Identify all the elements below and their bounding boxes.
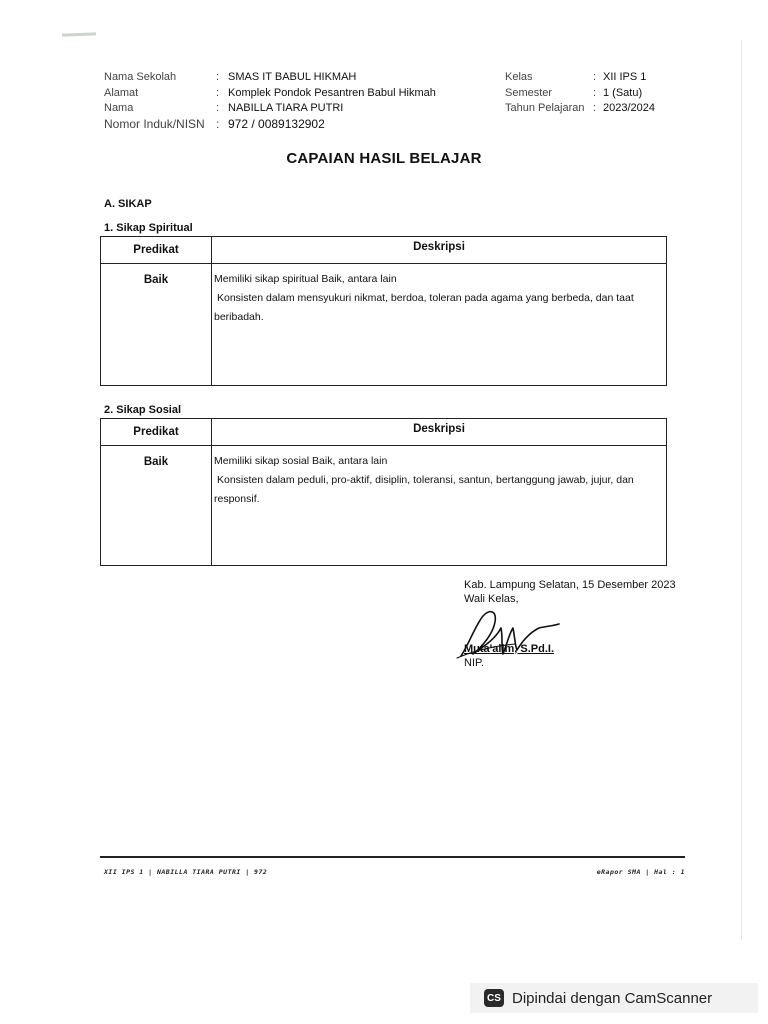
- predikat-value: Baik: [101, 446, 212, 566]
- footer-right: eRapor SMA | Hal : 1: [596, 868, 685, 876]
- info-row-class: [505, 70, 655, 86]
- document-title: CAPAIAN HASIL BELAJAR: [286, 150, 482, 167]
- signer-name: Muta'alim, S.Pd.I.: [464, 643, 555, 655]
- info-row-name: [104, 101, 436, 117]
- page-edge: [741, 40, 742, 940]
- deskripsi-header: Deskripsi: [413, 241, 465, 253]
- year-value: 2023/2024: [603, 102, 655, 114]
- desc-line: Memiliki sikap sosial Baik, antara lain: [214, 455, 388, 467]
- separator: :: [216, 116, 220, 131]
- class-value: XII IPS 1: [603, 71, 647, 83]
- separator: :: [593, 86, 597, 99]
- deskripsi-value: [212, 264, 666, 386]
- separator: :: [216, 102, 220, 114]
- name-label: Nama: [104, 102, 134, 114]
- desc-line: Memiliki sikap spiritual Baik, antara lain: [214, 273, 397, 285]
- info-row-address: [104, 86, 436, 102]
- camscanner-logo-icon: CS: [484, 989, 504, 1007]
- semester-value: 1 (Satu): [603, 86, 643, 99]
- class-info: [505, 70, 655, 117]
- predikat-value: Baik: [101, 264, 212, 386]
- section-a-title: A. SIKAP: [104, 198, 152, 210]
- separator: :: [216, 71, 220, 83]
- deskripsi-header: Deskripsi: [413, 423, 465, 435]
- separator: :: [216, 86, 220, 99]
- nisn-value: 972 / 0089132902: [228, 116, 325, 131]
- class-label: Kelas: [505, 71, 533, 83]
- footer-left: XII IPS 1 | NABILLA TIARA PUTRI | 972: [104, 868, 268, 876]
- signer-role: Wali Kelas,: [464, 593, 519, 605]
- table-header: [101, 419, 666, 446]
- school-value: SMAS IT BABUL HIKMAH: [228, 71, 357, 83]
- info-row-nisn: [104, 117, 436, 133]
- desc-line: responsif.: [214, 493, 260, 505]
- desc-line: beribadah.: [214, 311, 264, 323]
- table-row: [101, 264, 666, 386]
- table-header: [101, 237, 666, 264]
- info-row-school: [104, 70, 436, 86]
- footer-divider: [100, 856, 685, 858]
- place-date: Kab. Lampung Selatan, 15 Desember 2023: [464, 579, 676, 591]
- spiritual-title: 1. Sikap Spiritual: [104, 222, 193, 234]
- signer-nip: NIP.: [464, 657, 484, 669]
- student-info: [104, 70, 436, 132]
- separator: :: [593, 102, 597, 114]
- info-row-semester: [505, 86, 655, 102]
- camscanner-watermark: [470, 983, 758, 1013]
- desc-line: Konsisten dalam peduli, pro-aktif, disiplin, toleransi, santun, bertanggung jawab, jujur, dan: [217, 474, 634, 486]
- handwritten-signature: [455, 604, 565, 662]
- deskripsi-value: [212, 446, 666, 566]
- predikat-header: Predikat: [101, 419, 212, 445]
- spiritual-table: [100, 236, 667, 386]
- name-value: NABILLA TIARA PUTRI: [228, 102, 344, 114]
- desc-line: Konsisten dalam mensyukuri nikmat, berdoa, toleran pada agama yang berbeda, dan taat: [217, 292, 634, 304]
- address-label: Alamat: [104, 86, 139, 99]
- camscanner-text: Dipindai dengan CamScanner: [512, 989, 713, 1007]
- address-value: Komplek Pondok Pesantren Babul Hikmah: [228, 86, 436, 99]
- semester-label: Semester: [505, 86, 553, 99]
- year-label: Tahun Pelajaran: [505, 102, 585, 114]
- school-label: Nama Sekolah: [104, 71, 177, 83]
- predikat-header: Predikat: [101, 237, 212, 263]
- info-row-year: [505, 101, 655, 117]
- nisn-label: Nomor Induk/NISN: [104, 116, 205, 131]
- scan-mark: [62, 32, 96, 36]
- table-row: [101, 446, 666, 566]
- sosial-table: [100, 418, 667, 566]
- sosial-title: 2. Sikap Sosial: [104, 404, 182, 416]
- separator: :: [593, 71, 597, 83]
